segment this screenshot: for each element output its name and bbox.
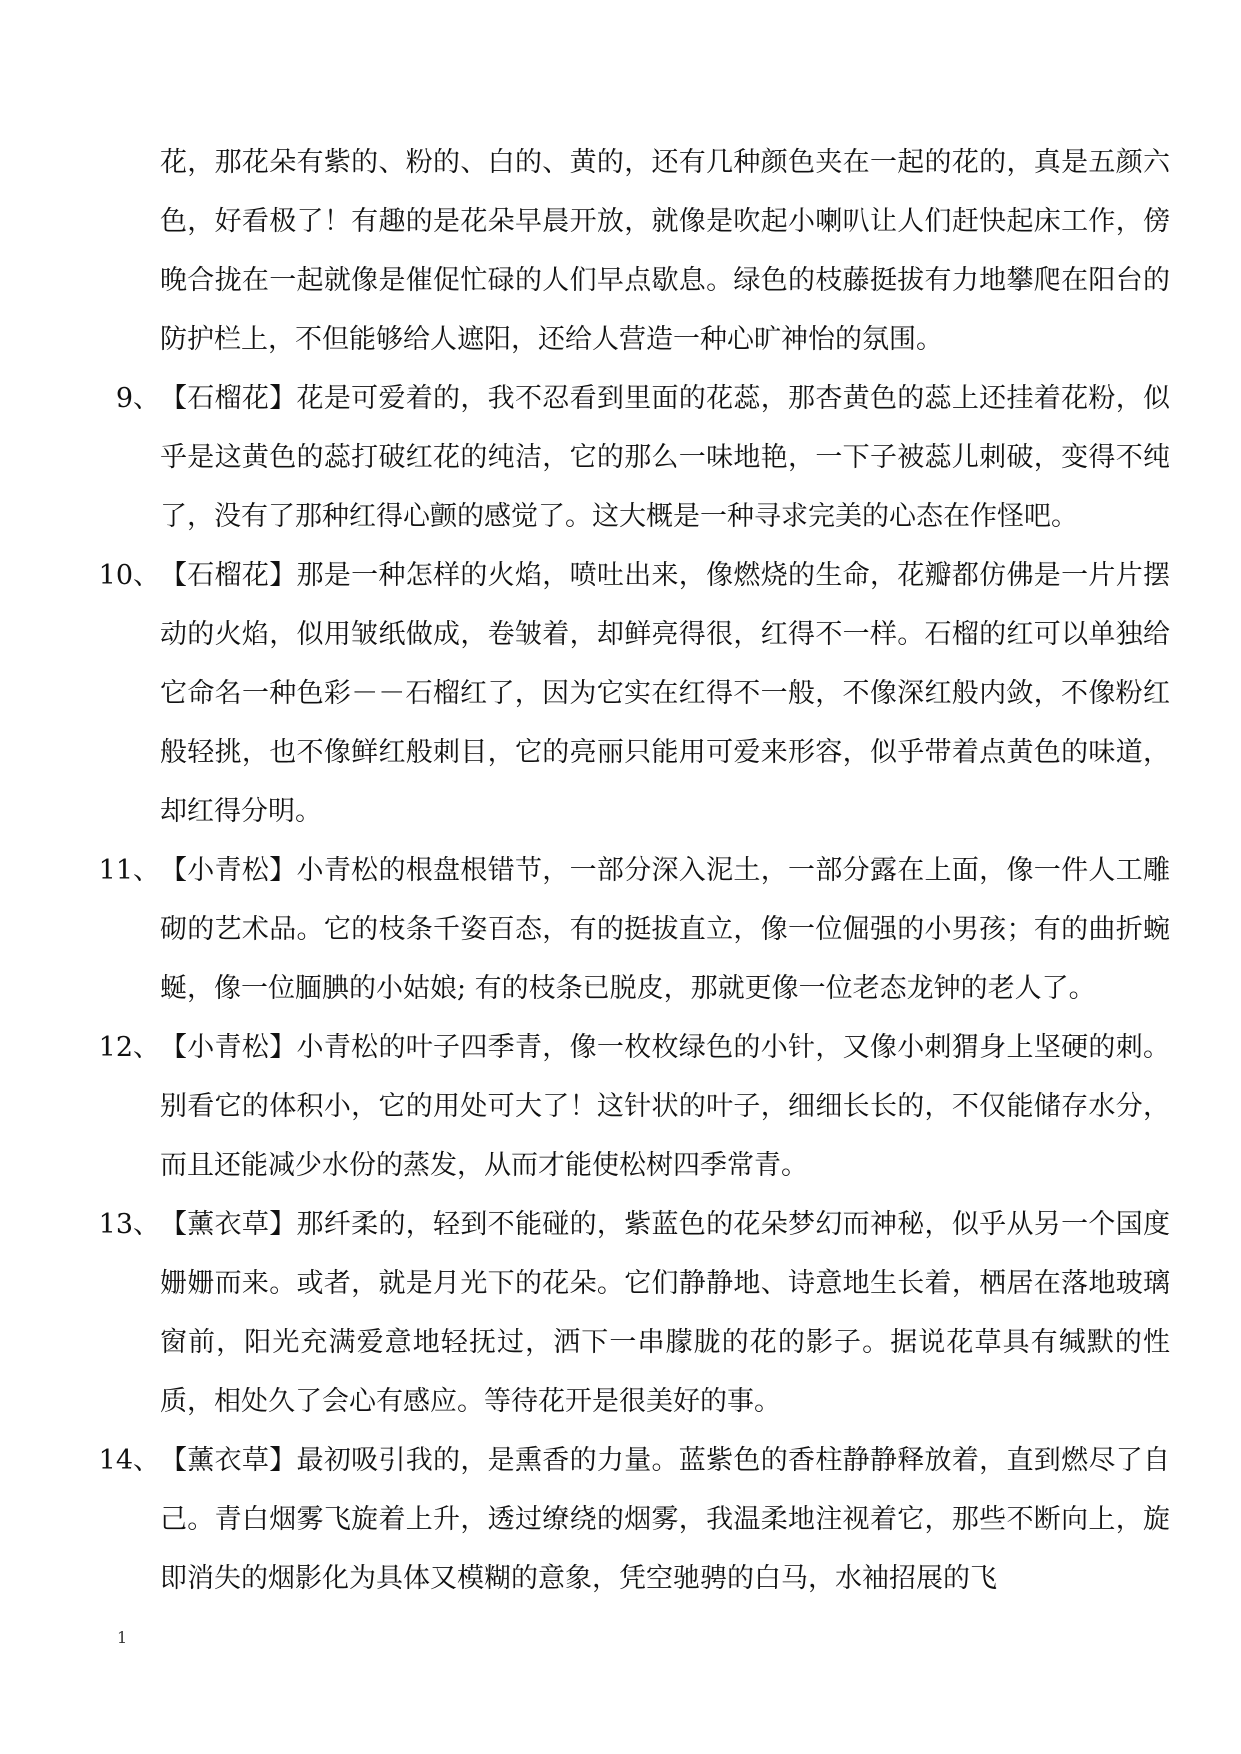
paragraph-item-10	[98, 546, 1170, 841]
item-number: 12、	[98, 1032, 160, 1063]
paragraph-text: 【石榴花】那是一种怎样的火焰，喷吐出来，像燃烧的生命，花瓣都仿佛是一片片摆动的火焰，似用皱纸做成，卷皱着，却鲜亮得很，红得不一样。石榴的红可以单独给它命名一种色彩－－石榴红了，因为它实在红得不一般，不像深红般内敛，不像粉红般轻挑，也不像鲜红般刺目，它的亮丽只能用可爱来形容，似乎带着点黄色的味道，却红得分明。	[160, 560, 1170, 827]
paragraph-text: 【薰衣草】最初吸引我的，是熏香的力量。蓝紫色的香柱静静释放着，直到燃尽了自己。青白烟雾飞旋着上升，透过缭绕的烟雾，我温柔地注视着它，那些不断向上，旋即消失的烟影化为具体又模糊的意象，凭空驰骋的白马，水袖招展的飞	[160, 1445, 1170, 1594]
paragraph-item-12	[98, 1018, 1170, 1195]
paragraph-item-9	[115, 369, 1170, 546]
paragraph-item-13	[98, 1195, 1170, 1431]
paragraph-text: 【薰衣草】那纤柔的，轻到不能碰的，紫蓝色的花朵梦幻而神秘，似乎从另一个国度姗姗而来。或者，就是月光下的花朵。它们静静地、诗意地生长着，栖居在落地玻璃窗前，阳光充满爱意地轻抚过，洒下一串朦胧的花的影子。据说花草具有缄默的性质，相处久了会心有感应。等待花开是很美好的事。	[160, 1209, 1170, 1417]
document-body	[98, 133, 1170, 1608]
paragraph-continued	[160, 133, 1170, 369]
paragraph-item-11	[98, 841, 1170, 1018]
paragraph-item-14	[98, 1431, 1170, 1608]
paragraph-text: 花，那花朵有紫的、粉的、白的、黄的，还有几种颜色夹在一起的花的，真是五颜六色，好看极了！有趣的是花朵早晨开放，就像是吹起小喇叭让人们赶快起床工作，傍晚合拢在一起就像是催促忙碌的人们早点歇息。绿色的枝藤挺拔有力地攀爬在阳台的防护栏上，不但能够给人遮阳，还给人营造一种心旷神怡的氛围。	[160, 147, 1170, 355]
item-number: 10、	[98, 560, 160, 591]
item-number: 9、	[115, 383, 160, 414]
item-number: 14、	[98, 1445, 160, 1476]
page-number: 1	[117, 1628, 128, 1647]
paragraph-text: 【石榴花】花是可爱着的，我不忍看到里面的花蕊，那杏黄色的蕊上还挂着花粉，似乎是这黄色的蕊打破红花的纯洁，它的那么一味地艳，一下子被蕊儿刺破，变得不纯了，没有了那种红得心颤的感觉了。这大概是一种寻求完美的心态在作怪吧。	[160, 383, 1170, 532]
paragraph-text: 【小青松】小青松的叶子四季青，像一枚枚绿色的小针，又像小刺猬身上坚硬的刺。别看它的体积小，它的用处可大了！这针状的叶子，细细长长的，不仅能储存水分，而且还能减少水份的蒸发，从而才能使松树四季常青。	[160, 1032, 1170, 1181]
item-number: 13、	[98, 1209, 160, 1240]
paragraph-text: 【小青松】小青松的根盘根错节，一部分深入泥土，一部分露在上面，像一件人工雕砌的艺术品。它的枝条千姿百态，有的挺拔直立，像一位倔强的小男孩；有的曲折蜿蜒，像一位腼腆的小姑娘; 有的枝条已脱皮，那就更像一位老态龙钟的老人了。	[160, 855, 1170, 1004]
item-number: 11、	[98, 855, 160, 886]
